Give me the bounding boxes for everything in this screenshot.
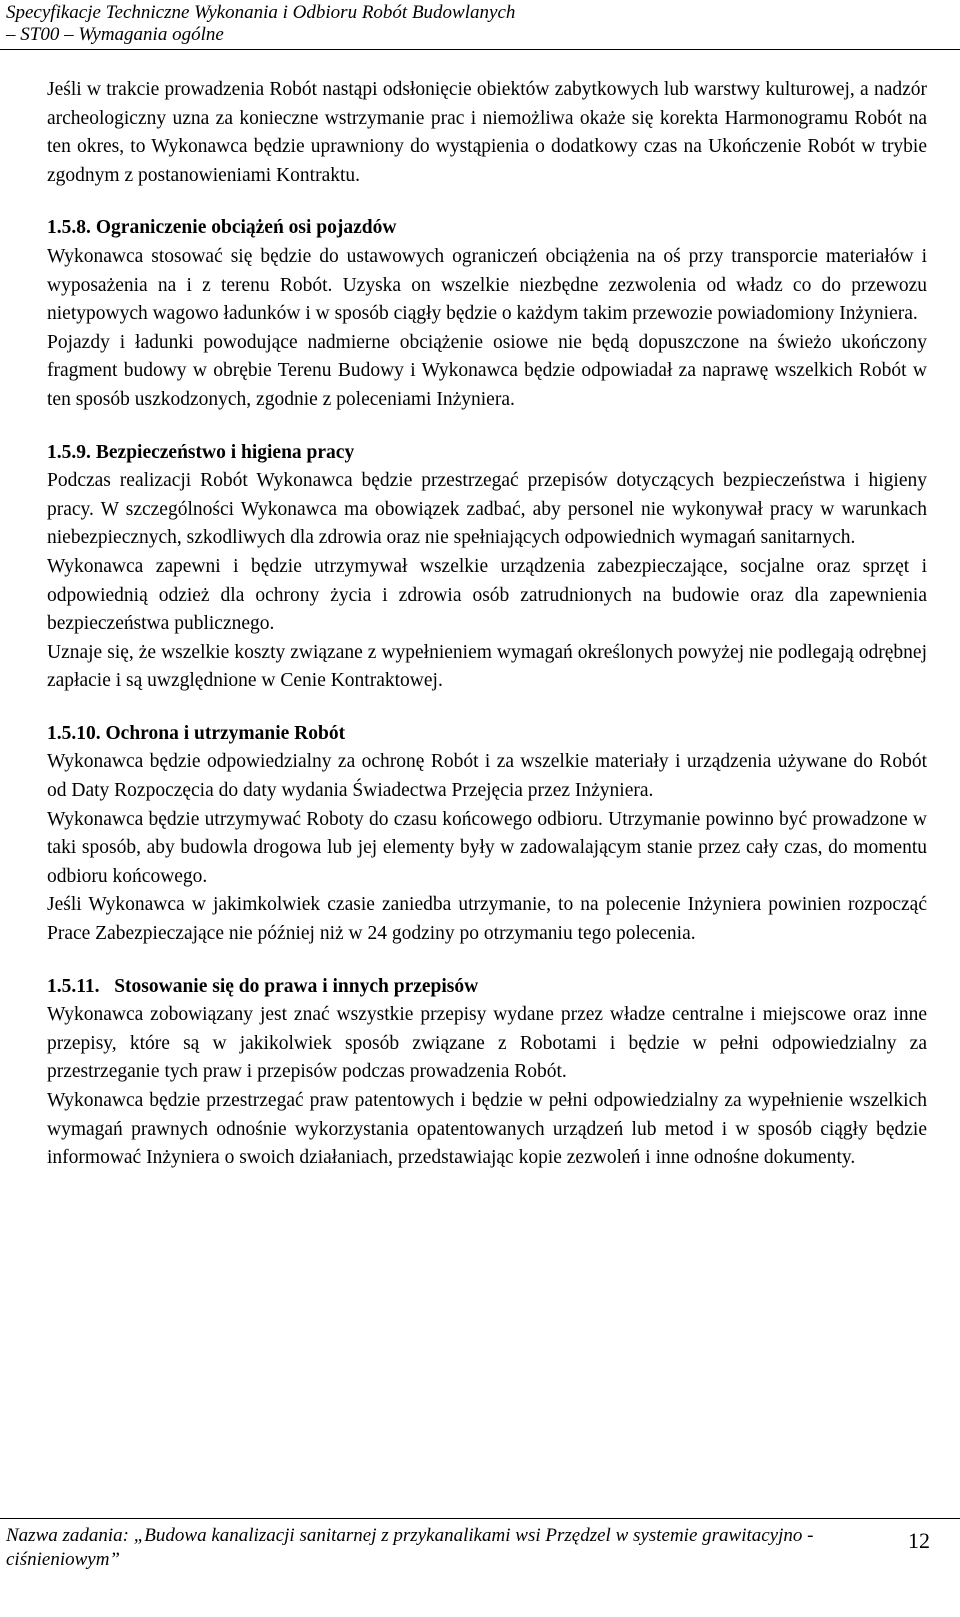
section-1-5-9 (47, 439, 927, 696)
header-subtitle: – ST00 – Wymagania ogólne (6, 24, 224, 45)
section-1-5-11 (47, 973, 927, 1173)
header-title: Specyfikacje Techniczne Wykonania i Odbioru Robót Budowlanych (6, 2, 516, 23)
paragraph: Jeśli Wykonawca w jakimkolwiek czasie zaniedba utrzymanie, to na polecenie Inżyniera powinien rozpocząć Prace Zabezpieczające nie później niż w 24 godziny po otrzymaniu tego polecenia. (47, 894, 927, 945)
paragraph: Uznaje się, że wszelkie koszty związane z wypełnieniem wymagań określonych powyżej nie podlegają odrębnej zapłacie i są uwzględnione w Cenie Kontraktowej. (47, 641, 927, 692)
section-1-5-8 (47, 214, 927, 414)
document-body (47, 76, 927, 1173)
section-number: 1.5.9. (47, 441, 91, 463)
section-number: 1.5.8. (47, 217, 91, 239)
footer-task-name: Nazwa zadania: „Budowa kanalizacji sanitarnej z przykanalikami wsi Przędzel w systemie grawitacyjno - ciśnieniowym” (6, 1525, 814, 1570)
section-title: Ochrona i utrzymanie Robót (105, 722, 346, 744)
paragraph: Podczas realizacji Robót Wykonawca będzie przestrzegać przepisów dotyczących bezpieczeństwa i higieny pracy. W szczególności Wykonawca ma obowiązek zadbać, aby personel nie wykonywał pracy w warunkach niebezpiecznych, szkodliwych dla zdrowia oraz nie spełniających odpowiednich wymagań sanitarnych. (47, 470, 927, 549)
paragraph: Wykonawca będzie utrzymywać Roboty do czasu końcowego odbioru. Utrzymanie powinno być prowadzone w taki sposób, aby budowla drogowa lub jej elementy były w zadowalającym stanie przez cały czas, do momentu odbioru końcowego. (47, 808, 927, 887)
paragraph: Pojazdy i ładunki powodujące nadmierne obciążenie osiowe nie będą dopuszczone na świeżo ukończony fragment budowy w obrębie Terenu Budowy i Wykonawca będzie odpowiadał za naprawę wszelkich Robót w ten sposób uszkodzonych, zgodnie z poleceniami Inżyniera. (47, 331, 927, 410)
intro-paragraph: Jeśli w trakcie prowadzenia Robót nastąpi odsłonięcie obiektów zabytkowych lub warstwy kulturowej, a nadzór archeologiczny uzna za konieczne wstrzymanie prac i niemożliwa okaże się korekta Harmonogramu Robót na ten okres, to Wykonawca będzie uprawniony do wystąpienia o dodatkowy czas na Ukończenie Robót w trybie zgodnym z postanowieniami Kontraktu. (47, 79, 927, 186)
section-heading (47, 439, 927, 468)
section-number: 1.5.10. (47, 722, 101, 744)
header-divider (0, 49, 960, 50)
page-header (6, 2, 906, 46)
paragraph: Wykonawca stosować się będzie do ustawowych ograniczeń obciążenia na oś przy transporcie materiałów i wyposażenia na i z terenu Robót. Uzyska on wszelkie niezbędne zezwolenia od władz co do przewozu nietypowych wagowo ładunków i w sposób ciągły będzie o każdym takim przewozie powiadomiony Inżyniera. (47, 245, 927, 325)
section-title: Ograniczenie obciążeń osi pojazdów (95, 217, 397, 239)
section-title: Bezpieczeństwo i higiena pracy (95, 441, 355, 463)
paragraph: Wykonawca będzie odpowiedzialny za ochronę Robót i za wszelkie materiały i urządzenia używane do Robót od Daty Rozpoczęcia do daty wydania Świadectwa Przejęcia przez Inżyniera. (47, 751, 927, 802)
paragraph: Wykonawca zapewni i będzie utrzymywał wszelkie urządzenia zabezpieczające, socjalne oraz sprzęt i odpowiednią odzież dla ochrony życia i zdrowia osób zatrudnionych na budowie oraz dla zapewnienia bezpieczeństwa publicznego. (47, 555, 927, 635)
paragraph: Wykonawca będzie przestrzegać praw patentowych i będzie w pełni odpowiedzialny za wypełnienie wszelkich wymagań prawnych odnośnie wykorzystania opatentowanych urządzeń lub metod i w sposób ciągły będzie informować Inżyniera o swoich działaniach, przedstawiając kopie zezwoleń i inne odnośne dokumenty. (47, 1090, 927, 1169)
section-heading (47, 973, 927, 1002)
section-number: 1.5.11. (47, 975, 100, 997)
section-heading (47, 214, 927, 243)
paragraph: Wykonawca zobowiązany jest znać wszystkie przepisy wydane przez władze centralne i miejscowe oraz inne przepisy, które są w jakikolwiek sposób związane z Robotami i będzie w pełni odpowiedzialny za przestrzeganie tych praw i przepisów podczas prowadzenia Robót. (47, 1004, 927, 1083)
page-number: 12 (908, 1528, 930, 1553)
section-1-5-10 (47, 720, 927, 949)
footer-divider (0, 1518, 960, 1519)
section-heading (47, 720, 927, 749)
section-title: Stosowanie się do prawa i innych przepisów (114, 975, 479, 997)
